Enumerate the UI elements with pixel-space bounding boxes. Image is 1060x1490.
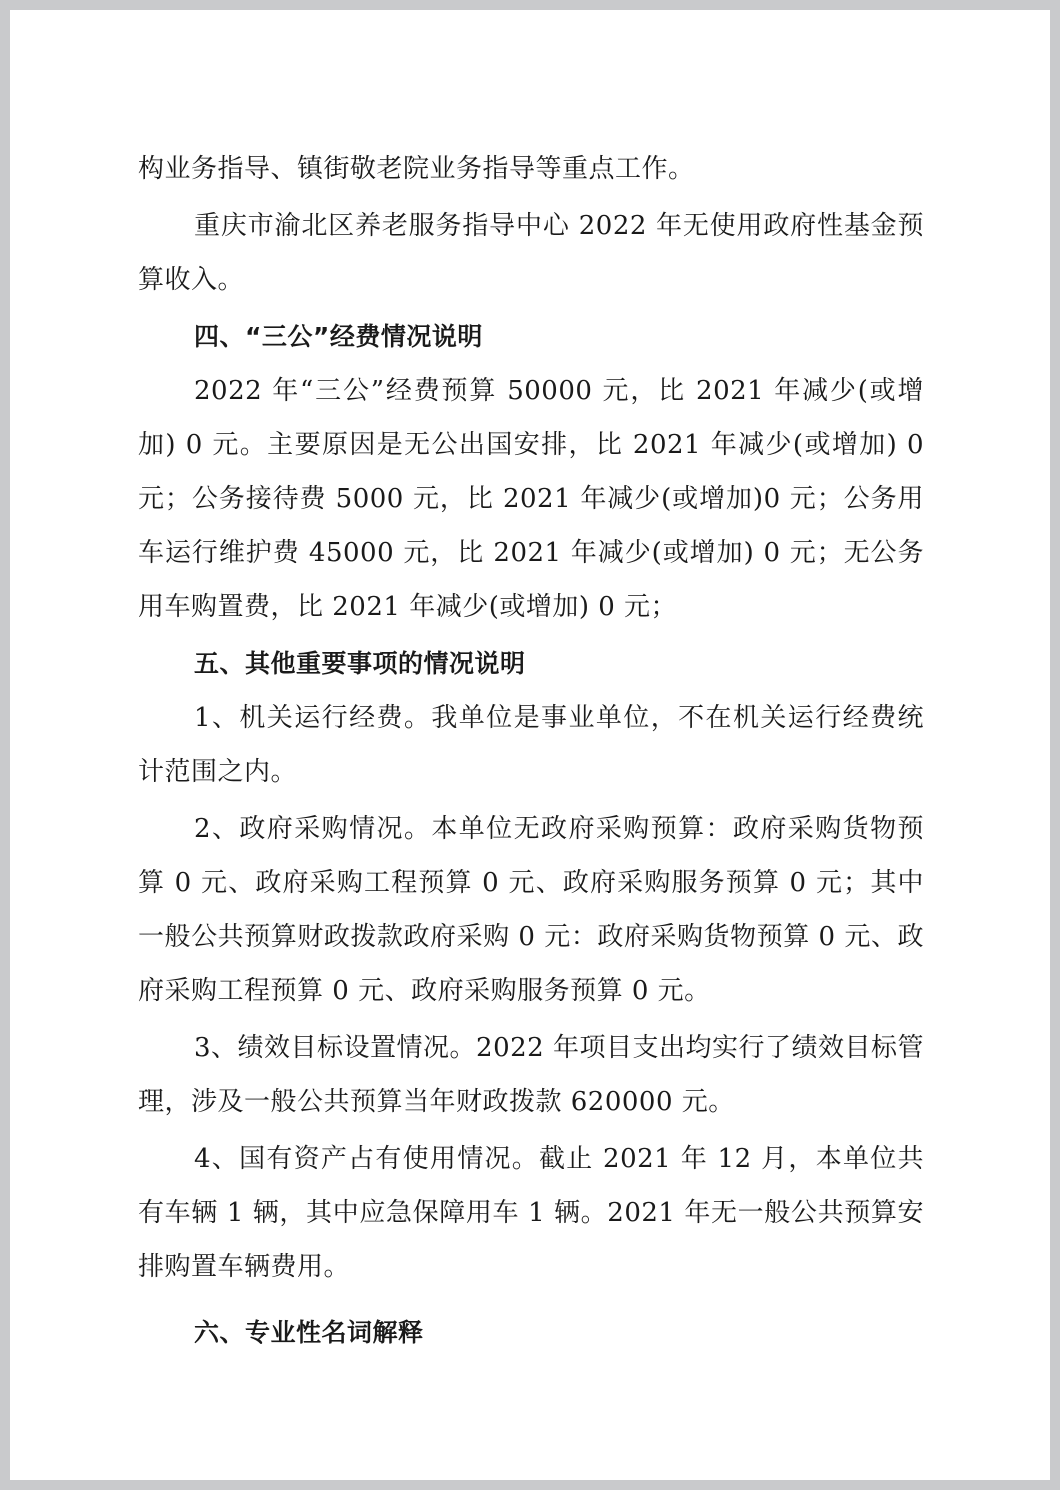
document-page: [10, 10, 1050, 1480]
paragraph-fund-income: 重庆市渝北区养老服务指导中心 2022 年无使用政府性基金预算收入。: [138, 211, 924, 295]
document-body: [138, 142, 924, 1360]
section-heading-six: 六、专业性名词解释: [194, 1318, 424, 1347]
paragraph-state-assets: 4、国有资产占有使用情况。截止 2021 年 12 月，本单位共有车辆 1 辆，其中应急保障用车 1 辆。2021 年无一般公共预算安排购置车辆费用。: [138, 1144, 924, 1282]
paragraph-continuation: 构业务指导、镇街敬老院业务指导等重点工作。: [138, 154, 695, 184]
section-heading-four: 四、“三公”经费情况说明: [194, 322, 483, 351]
section-heading-five: 五、其他重要事项的情况说明: [194, 649, 526, 678]
paragraph-operating-expenses: 1、机关运行经费。我单位是事业单位，不在机关运行经费统计范围之内。: [138, 703, 924, 787]
paragraph-three-public-expenses: 2022 年“三公”经费预算 50000 元，比 2021 年减少(或增加) 0 元。主要原因是无公出国安排，比 2021 年减少(或增加) 0 元；公务接待费 5000 元，比 2021 年减少(或增加)0 元；公务用车运行维护费 45000 元，比 2021 年减少(或增加) 0 元；无公务用车购置费，比 2021 年减少(或增加) 0 元；: [138, 376, 924, 622]
paragraph-performance-targets: 3、绩效目标设置情况。2022 年项目支出均实行了绩效目标管理，涉及一般公共预算当年财政拨款 620000 元。: [138, 1033, 924, 1117]
paragraph-procurement: 2、政府采购情况。本单位无政府采购预算：政府采购货物预算 0 元、政府采购工程预算 0 元、政府采购服务预算 0 元；其中一般公共预算财政拨款政府采购 0 元：政府采购货物预算 0 元、政府采购工程预算 0 元、政府采购服务预算 0 元。: [138, 814, 924, 1006]
